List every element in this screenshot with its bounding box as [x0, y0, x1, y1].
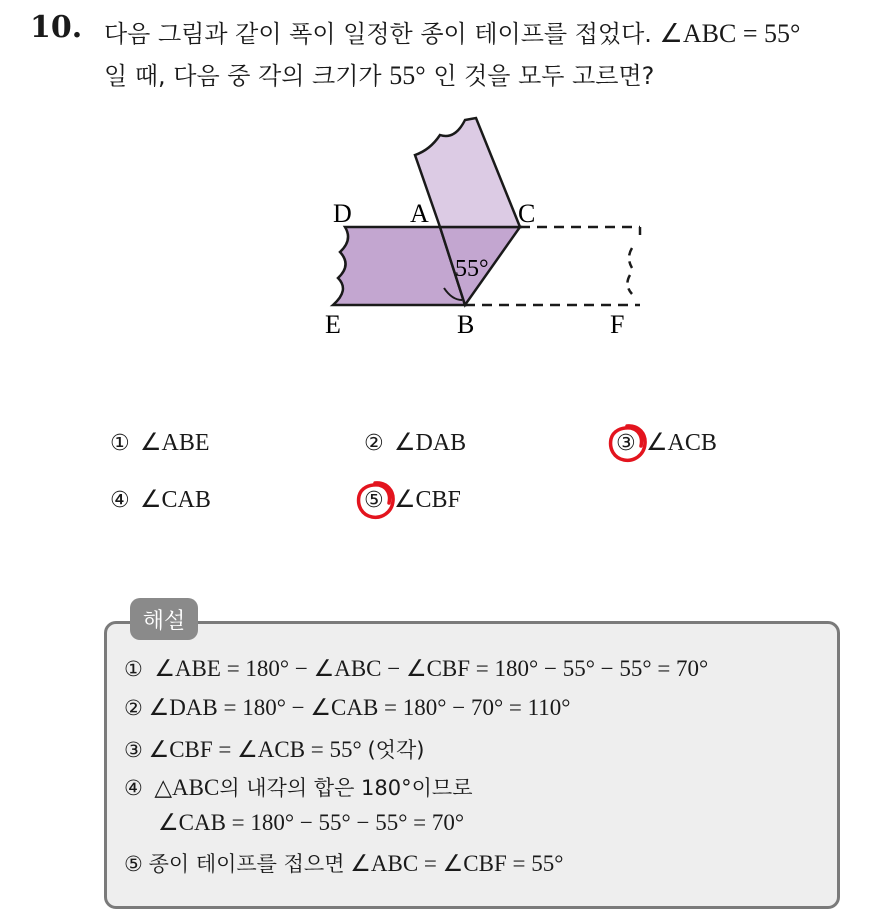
solution-line-3-number: ③ [124, 738, 143, 762]
solution-line-1-math: ∠ABE = 180° − ∠ABC − ∠CBF = 180° − 55° − 55° = 70° [154, 656, 709, 681]
label-F: F [610, 310, 625, 339]
question-text-2a: 일 때, 다음 중 각의 크기가 [104, 62, 382, 90]
solution-line-3-math: ∠CBF = ∠ACB = 55° [148, 737, 362, 762]
option-1-number: ① [110, 431, 130, 456]
solution-line-6-number: ⑤ [124, 852, 143, 876]
tape-folded-strip [415, 118, 520, 227]
solution-line-3 [124, 734, 424, 764]
selected-circle-mark-3 [606, 422, 648, 464]
solution-line-1 [124, 656, 708, 682]
question-math-2: 55° [389, 61, 426, 90]
solution-line-6-math: ∠ABC = ∠CBF = 55° [350, 851, 564, 876]
label-A: A [410, 199, 429, 228]
question-text-2b: 인 것을 모두 고르면? [433, 62, 655, 90]
solution-line-2-number: ② [124, 696, 143, 720]
option-1-text: ∠ABE [140, 430, 210, 456]
option-4-number: ④ [110, 488, 130, 513]
option-4[interactable] [110, 485, 211, 514]
dashed-right-edge [627, 227, 640, 294]
label-D: D [333, 199, 352, 228]
solution-line-5 [158, 810, 464, 836]
solution-line-4 [124, 772, 473, 802]
solution-line-6 [124, 848, 563, 878]
question-text-1: 다음 그림과 같이 폭이 일정한 종이 테이프를 접었다. [104, 20, 652, 48]
solution-line-3-note: (엇각) [367, 738, 425, 762]
solution-line-2 [124, 695, 570, 721]
option-1[interactable] [110, 428, 210, 457]
angle-label: 55° [455, 256, 489, 282]
solution-tab: 해설 [130, 598, 198, 640]
option-4-text: ∠CAB [140, 487, 211, 513]
solution-line-6-text: 종이 테이프를 접으면 [148, 852, 345, 876]
label-E: E [325, 310, 341, 339]
option-5-number: ⑤ [364, 488, 384, 513]
question-number: 10. [30, 10, 83, 45]
option-2-number: ② [364, 431, 384, 456]
option-2[interactable] [364, 428, 466, 457]
label-C: C [518, 199, 536, 228]
question-math-1: ∠ABC = 55° [659, 19, 801, 48]
folded-tape-figure [0, 0, 884, 400]
solution-line-1-number: ① [124, 657, 143, 681]
solution-line-4-text: 의 내각의 합은 180°이므로 [219, 776, 473, 800]
solution-line-4-number: ④ [124, 776, 143, 800]
option-2-text: ∠DAB [394, 430, 467, 456]
selected-circle-mark-5 [354, 479, 396, 521]
solution-line-2-math: ∠DAB = 180° − ∠CAB = 180° − 70° = 110° [148, 695, 571, 720]
option-3-number: ③ [616, 431, 636, 456]
option-3-text: ∠ACB [646, 430, 717, 456]
label-B: B [457, 310, 475, 339]
option-5-text: ∠CBF [394, 487, 461, 513]
solution-line-5-math: ∠CAB = 180° − 55° − 55° = 70° [158, 810, 465, 835]
solution-line-4-math: △ABC [154, 775, 220, 800]
